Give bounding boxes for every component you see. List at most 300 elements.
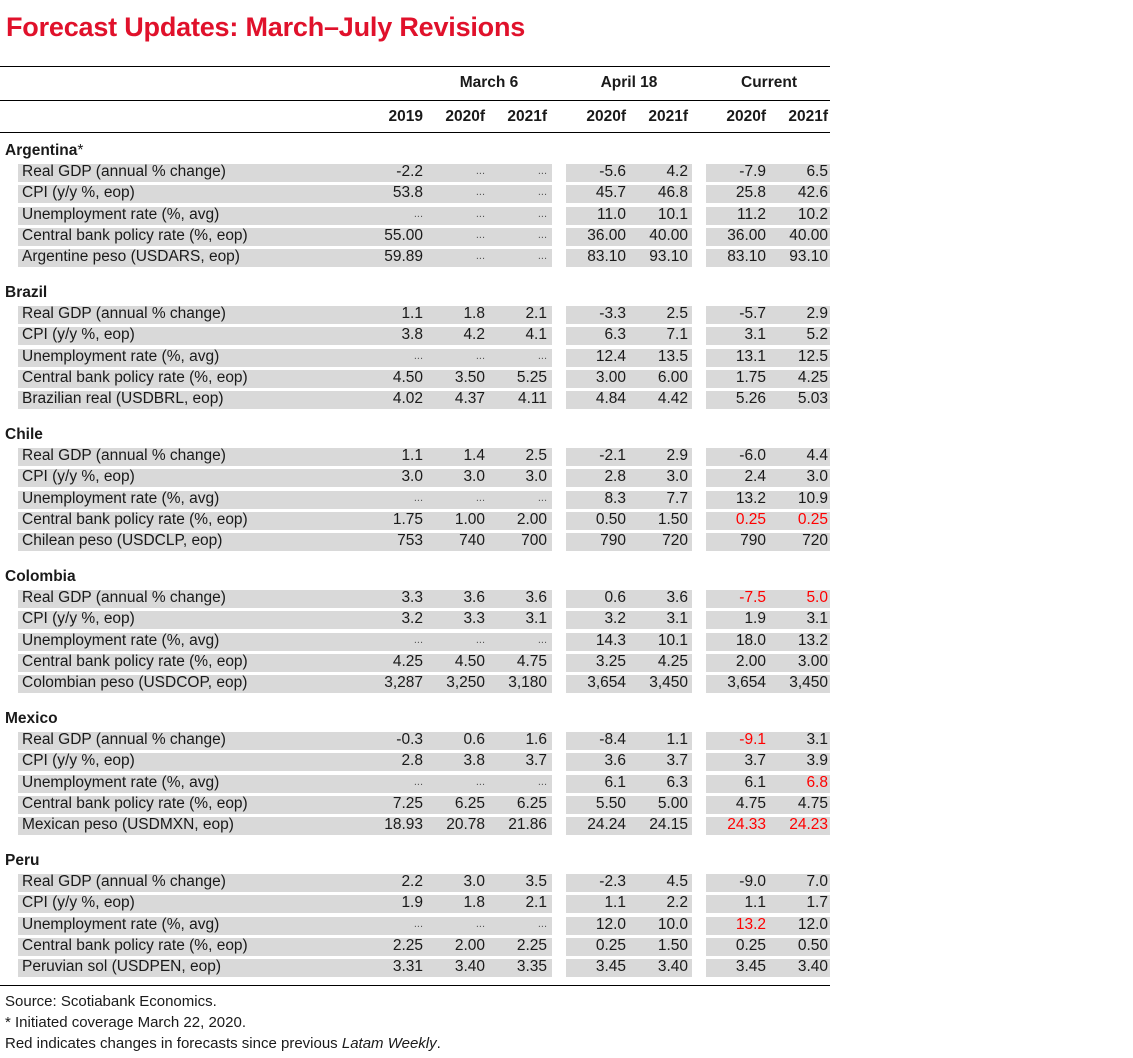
value-cell: 2.2 <box>401 873 423 890</box>
value-cell: -5.7 <box>739 305 766 322</box>
value-cell: 3.1 <box>525 610 547 628</box>
value-cell: 42.6 <box>797 184 828 202</box>
value-cell: 11.2 <box>736 205 766 223</box>
value-cell: ... <box>475 186 485 199</box>
column-header: 2020f <box>586 108 626 125</box>
table-row <box>0 445 830 466</box>
value-cell: -9.1 <box>739 731 766 748</box>
value-cell: 13.2 <box>735 489 766 507</box>
row-label: Unemployment rate (%, avg) <box>22 489 220 507</box>
value-cell: ... <box>537 250 547 263</box>
value-cell: ... <box>537 186 547 199</box>
value-cell: 2.00 <box>516 510 547 528</box>
value-cell: 8.3 <box>604 489 626 507</box>
value-cell: 6.25 <box>516 794 547 812</box>
value-cell: ... <box>413 207 423 220</box>
value-cell: 753 <box>397 532 423 550</box>
footnotes <box>5 991 441 1054</box>
value-cell: 2.1 <box>525 894 547 912</box>
value-cell: 5.25 <box>516 368 547 386</box>
source-note: Source: Scotiabank Economics. <box>5 993 217 1010</box>
value-cell: 36.00 <box>727 226 766 244</box>
value-cell: 3.0 <box>463 468 485 486</box>
value-cell: 3,180 <box>508 674 547 692</box>
footnote-marker: * <box>77 142 84 159</box>
value-cell: 13.5 <box>657 347 688 365</box>
value-cell: 4.75 <box>516 652 547 670</box>
value-cell: 3.1 <box>806 731 828 748</box>
row-label: Brazilian real (USDBRL, eop) <box>22 390 224 408</box>
row-label: Mexican peso (USDMXN, eop) <box>22 816 234 834</box>
row-label: Real GDP (annual % change) <box>22 873 226 890</box>
value-cell: 6.8 <box>806 773 828 791</box>
value-cell: 4.25 <box>797 368 828 386</box>
value-cell: 13.2 <box>797 631 828 649</box>
value-cell: 2.1 <box>525 305 547 322</box>
value-cell: 10.1 <box>657 205 688 223</box>
section-name: Chile <box>5 426 43 443</box>
value-cell: 2.25 <box>392 936 423 954</box>
value-cell: ... <box>537 228 547 241</box>
table-row <box>0 651 830 672</box>
value-cell: 40.00 <box>649 226 688 244</box>
row-label: Central bank policy rate (%, eop) <box>22 794 248 812</box>
value-cell: 1.1 <box>604 894 626 912</box>
value-cell: 0.50 <box>595 510 626 528</box>
value-cell: 13.2 <box>735 915 766 933</box>
value-cell: ... <box>413 775 423 788</box>
column-header: 2021f <box>648 108 688 125</box>
row-label: Central bank policy rate (%, eop) <box>22 652 248 670</box>
table-row <box>0 346 830 367</box>
value-cell: 3.1 <box>744 326 766 344</box>
value-cell: 0.6 <box>604 589 626 606</box>
row-label: Real GDP (annual % change) <box>22 731 226 748</box>
value-cell: 1.9 <box>744 610 766 628</box>
value-cell: 4.50 <box>454 652 485 670</box>
value-cell: 25.8 <box>735 184 766 202</box>
value-cell: 0.25 <box>595 936 626 954</box>
column-header: 2021f <box>507 108 547 125</box>
table-row <box>0 672 830 693</box>
value-cell: 7.7 <box>666 489 688 507</box>
value-cell: 10.9 <box>797 489 828 507</box>
value-cell: 1.75 <box>735 368 766 386</box>
column-header: 2021f <box>788 108 828 125</box>
value-cell: 5.00 <box>657 794 688 812</box>
value-cell: 4.84 <box>595 390 626 408</box>
value-cell: 20.78 <box>446 816 485 834</box>
value-cell: 12.0 <box>797 915 828 933</box>
value-cell: 3,654 <box>587 674 626 692</box>
table-row <box>0 509 830 530</box>
value-cell: 2.00 <box>454 936 485 954</box>
row-label: Real GDP (annual % change) <box>22 163 226 180</box>
row-label: CPI (y/y %, eop) <box>22 894 135 912</box>
value-cell: 3.8 <box>463 752 485 770</box>
table-row <box>0 246 830 267</box>
value-cell: -2.2 <box>396 163 423 180</box>
value-cell: 3.2 <box>604 610 626 628</box>
value-cell: 3,450 <box>649 674 688 692</box>
value-cell: 3.6 <box>463 589 485 606</box>
value-cell: 12.0 <box>595 915 626 933</box>
value-cell: 18.0 <box>735 631 766 649</box>
value-cell: 4.5 <box>666 873 688 890</box>
row-label: Peruvian sol (USDPEN, eop) <box>22 958 221 976</box>
value-cell: 6.25 <box>454 794 485 812</box>
row-label: Central bank policy rate (%, eop) <box>22 368 248 386</box>
value-cell: 93.10 <box>789 248 828 266</box>
value-cell: -2.1 <box>599 447 626 464</box>
value-cell: 4.42 <box>657 390 688 408</box>
value-cell: ... <box>537 633 547 646</box>
red-legend-end: . <box>436 1035 441 1052</box>
section-name: Brazil <box>5 284 48 301</box>
value-cell: 3.40 <box>657 958 688 976</box>
value-cell: 720 <box>802 532 828 550</box>
value-cell: 1.8 <box>463 894 485 912</box>
value-cell: 24.23 <box>789 816 828 834</box>
value-cell: 5.50 <box>595 794 626 812</box>
value-cell: 7.25 <box>392 794 423 812</box>
table-row <box>0 793 830 814</box>
value-cell: 5.0 <box>806 589 828 606</box>
table-row <box>0 303 830 324</box>
value-cell: 6.3 <box>604 326 626 344</box>
value-cell: 4.25 <box>657 652 688 670</box>
value-cell: 93.10 <box>649 248 688 266</box>
table-row <box>0 182 830 203</box>
value-cell: 13.1 <box>735 347 766 365</box>
value-cell: 0.6 <box>463 731 485 748</box>
value-cell: 7.0 <box>806 873 828 890</box>
table-row <box>0 956 830 977</box>
table-rule-1 <box>0 100 830 101</box>
value-cell: 53.8 <box>392 184 423 202</box>
value-cell: 2.9 <box>806 305 828 322</box>
value-cell: 12.4 <box>595 347 626 365</box>
value-cell: 1.1 <box>744 894 766 912</box>
value-cell: 3.0 <box>401 468 423 486</box>
value-cell: ... <box>537 491 547 504</box>
table-row <box>0 814 830 835</box>
value-cell: 4.75 <box>797 794 828 812</box>
table-row <box>0 587 830 608</box>
row-label: Chilean peso (USDCLP, eop) <box>22 532 223 550</box>
section-name: Mexico <box>5 710 58 727</box>
value-cell: 3.25 <box>595 652 626 670</box>
value-cell: 0.25 <box>735 510 766 528</box>
value-cell: 2.8 <box>604 468 626 486</box>
value-cell: 1.1 <box>401 305 423 322</box>
value-cell: ... <box>475 633 485 646</box>
group-header: March 6 <box>459 74 519 91</box>
value-cell: 3.1 <box>666 610 688 628</box>
column-header: 2019 <box>388 108 423 125</box>
table-row <box>0 530 830 551</box>
value-cell: 45.7 <box>595 184 626 202</box>
section-title <box>5 283 47 303</box>
section-title <box>5 567 76 587</box>
value-cell: -7.9 <box>739 163 766 180</box>
value-cell: 3.0 <box>806 468 828 486</box>
value-cell: 3.6 <box>604 752 626 770</box>
value-cell: 3.7 <box>744 752 766 770</box>
value-cell: 2.25 <box>516 936 547 954</box>
value-cell: -2.3 <box>599 873 626 890</box>
value-cell: 0.25 <box>735 936 766 954</box>
value-cell: 3.50 <box>454 368 485 386</box>
column-header: 2020f <box>726 108 766 125</box>
row-label: CPI (y/y %, eop) <box>22 184 135 202</box>
row-label: Unemployment rate (%, avg) <box>22 347 220 365</box>
value-cell: 6.00 <box>657 368 688 386</box>
value-cell: 740 <box>459 532 485 550</box>
publication-name: Latam Weekly <box>341 1035 437 1052</box>
table-row <box>0 935 830 956</box>
value-cell: 3,450 <box>789 674 828 692</box>
table-row <box>0 630 830 651</box>
value-cell: 3.00 <box>595 368 626 386</box>
value-cell: 2.5 <box>525 447 547 464</box>
value-cell: 1.4 <box>463 447 485 464</box>
value-cell: 2.4 <box>744 468 766 486</box>
value-cell: 3.6 <box>525 589 547 606</box>
row-label: Real GDP (annual % change) <box>22 447 226 464</box>
value-cell: 3.40 <box>797 958 828 976</box>
value-cell: 3.0 <box>525 468 547 486</box>
value-cell: 40.00 <box>789 226 828 244</box>
group-header: April 18 <box>600 74 658 91</box>
value-cell: 0.25 <box>797 510 828 528</box>
table-row <box>0 914 830 935</box>
value-cell: 1.7 <box>806 894 828 912</box>
value-cell: ... <box>413 349 423 362</box>
value-cell: 24.15 <box>649 816 688 834</box>
value-cell: 3.45 <box>595 958 626 976</box>
table-rule-3 <box>0 985 830 986</box>
table-rule-2 <box>0 132 830 133</box>
value-cell: 7.1 <box>666 326 688 344</box>
value-cell: ... <box>475 917 485 930</box>
value-cell: 59.89 <box>384 248 423 266</box>
value-cell: 4.4 <box>806 447 828 464</box>
value-cell: -9.0 <box>739 873 766 890</box>
value-cell: 3.1 <box>806 610 828 628</box>
value-cell: 24.24 <box>587 816 626 834</box>
value-cell: 5.2 <box>806 326 828 344</box>
value-cell: ... <box>475 349 485 362</box>
row-label: Real GDP (annual % change) <box>22 305 226 322</box>
value-cell: 1.6 <box>525 731 547 748</box>
value-cell: 2.00 <box>735 652 766 670</box>
table-row <box>0 608 830 629</box>
value-cell: 83.10 <box>727 248 766 266</box>
value-cell: 4.50 <box>392 368 423 386</box>
value-cell: 3.3 <box>463 610 485 628</box>
table-row <box>0 488 830 509</box>
value-cell: 1.8 <box>463 305 485 322</box>
value-cell: 3.3 <box>401 589 423 606</box>
value-cell: ... <box>537 207 547 220</box>
value-cell: ... <box>537 349 547 362</box>
value-cell: 0.50 <box>797 936 828 954</box>
table-row <box>0 367 830 388</box>
value-cell: 3.0 <box>666 468 688 486</box>
row-label: Real GDP (annual % change) <box>22 589 226 606</box>
row-label: CPI (y/y %, eop) <box>22 468 135 486</box>
row-label: Central bank policy rate (%, eop) <box>22 226 248 244</box>
value-cell: 83.10 <box>587 248 626 266</box>
value-cell: 3.5 <box>525 873 547 890</box>
value-cell: 3.7 <box>666 752 688 770</box>
value-cell: 3.40 <box>454 958 485 976</box>
row-label: Argentine peso (USDARS, eop) <box>22 248 240 266</box>
value-cell: ... <box>475 250 485 263</box>
value-cell: 5.03 <box>797 390 828 408</box>
value-cell: 3.6 <box>666 589 688 606</box>
value-cell: 5.26 <box>735 390 766 408</box>
table-row <box>0 388 830 409</box>
group-header: Current <box>741 74 797 91</box>
value-cell: ... <box>475 165 485 177</box>
section-name: Peru <box>5 852 40 869</box>
value-cell: -0.3 <box>396 731 423 748</box>
table-row <box>0 466 830 487</box>
value-cell: 24.33 <box>727 816 766 834</box>
table-row <box>0 225 830 246</box>
section-name: Colombia <box>5 568 76 585</box>
table-row <box>0 871 830 892</box>
coverage-note: * Initiated coverage March 22, 2020. <box>5 1014 246 1031</box>
value-cell: -6.0 <box>739 447 766 464</box>
table-row <box>0 892 830 913</box>
value-cell: 3,287 <box>384 674 423 692</box>
value-cell: 3.8 <box>401 326 423 344</box>
value-cell: ... <box>537 775 547 788</box>
table-row <box>0 204 830 225</box>
value-cell: 2.5 <box>666 305 688 322</box>
row-label: Unemployment rate (%, avg) <box>22 915 220 933</box>
value-cell: ... <box>413 917 423 930</box>
value-cell: 14.3 <box>595 631 626 649</box>
value-cell: -3.3 <box>599 305 626 322</box>
value-cell: 1.50 <box>657 510 688 528</box>
value-cell: 21.86 <box>508 816 547 834</box>
table-row <box>0 772 830 793</box>
row-label: Central bank policy rate (%, eop) <box>22 510 248 528</box>
table-row <box>0 729 830 750</box>
value-cell: 2.2 <box>666 894 688 912</box>
value-cell: 3.31 <box>392 958 423 976</box>
row-label: Colombian peso (USDCOP, eop) <box>22 674 248 692</box>
value-cell: 4.25 <box>392 652 423 670</box>
section-title <box>5 141 83 161</box>
row-label: CPI (y/y %, eop) <box>22 610 135 628</box>
value-cell: 4.37 <box>454 390 485 408</box>
table-row <box>0 324 830 345</box>
value-cell: 720 <box>662 532 688 550</box>
value-cell: 11.0 <box>596 205 626 223</box>
value-cell: 2.8 <box>401 752 423 770</box>
value-cell: ... <box>475 228 485 241</box>
section-title <box>5 709 58 729</box>
section-name: Argentina <box>5 142 78 159</box>
row-label: CPI (y/y %, eop) <box>22 326 135 344</box>
value-cell: 4.1 <box>525 326 547 344</box>
table-row <box>0 750 830 771</box>
value-cell: 3.7 <box>525 752 547 770</box>
section-title <box>5 425 43 445</box>
table-row <box>0 161 830 182</box>
value-cell: 6.1 <box>604 773 626 791</box>
red-legend-note <box>5 1033 441 1054</box>
value-cell: 3,250 <box>446 674 485 692</box>
value-cell: 10.1 <box>657 631 688 649</box>
value-cell: ... <box>537 165 547 177</box>
value-cell: 6.5 <box>806 163 828 180</box>
value-cell: ... <box>475 775 485 788</box>
column-header: 2020f <box>445 108 485 125</box>
value-cell: 4.2 <box>666 163 688 180</box>
value-cell: 4.02 <box>392 390 423 408</box>
row-label: Unemployment rate (%, avg) <box>22 631 220 649</box>
value-cell: 1.00 <box>454 510 485 528</box>
value-cell: 4.11 <box>517 390 547 408</box>
row-label: Unemployment rate (%, avg) <box>22 205 220 223</box>
value-cell: 1.1 <box>401 447 423 464</box>
value-cell: 2.9 <box>666 447 688 464</box>
row-label: CPI (y/y %, eop) <box>22 752 135 770</box>
value-cell: 6.1 <box>744 773 766 791</box>
value-cell: 3,654 <box>727 674 766 692</box>
value-cell: 3.9 <box>806 752 828 770</box>
value-cell: 1.50 <box>657 936 688 954</box>
value-cell: -8.4 <box>599 731 626 748</box>
value-cell: 46.8 <box>657 184 688 202</box>
value-cell: 3.45 <box>735 958 766 976</box>
value-cell: 1.9 <box>401 894 423 912</box>
value-cell: 4.2 <box>463 326 485 344</box>
red-legend-text: Red indicates changes in forecasts since previous <box>5 1035 338 1052</box>
value-cell: 790 <box>600 532 626 550</box>
value-cell: 4.75 <box>735 794 766 812</box>
value-cell: 18.93 <box>384 816 423 834</box>
value-cell: 36.00 <box>587 226 626 244</box>
value-cell: 3.0 <box>463 873 485 890</box>
value-cell: 3.2 <box>401 610 423 628</box>
value-cell: 6.3 <box>666 773 688 791</box>
value-cell: 3.00 <box>797 652 828 670</box>
value-cell: ... <box>413 633 423 646</box>
value-cell: 3.35 <box>516 958 547 976</box>
value-cell: ... <box>537 917 547 930</box>
value-cell: 1.1 <box>666 731 688 748</box>
value-cell: ... <box>475 491 485 504</box>
value-cell: 55.00 <box>384 226 423 244</box>
section-title <box>5 851 39 871</box>
value-cell: 700 <box>521 532 547 550</box>
value-cell: 1.75 <box>392 510 423 528</box>
value-cell: 10.2 <box>797 205 828 223</box>
row-label: Unemployment rate (%, avg) <box>22 773 220 791</box>
value-cell: -5.6 <box>599 163 626 180</box>
value-cell: 12.5 <box>797 347 828 365</box>
row-label: Central bank policy rate (%, eop) <box>22 936 248 954</box>
value-cell: ... <box>475 207 485 220</box>
value-cell: 10.0 <box>657 915 688 933</box>
